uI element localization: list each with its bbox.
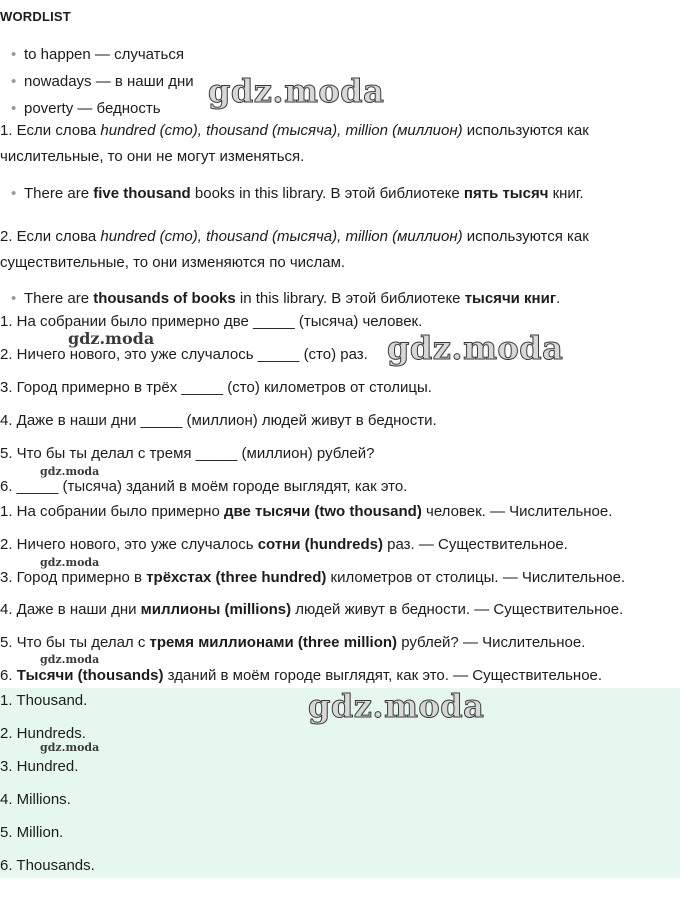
solution-item xyxy=(0,633,585,653)
task-item: 6. _____ (тысяча) зданий в моём городе выглядят, как это. xyxy=(0,478,408,495)
answer-item: 1. Thousand. xyxy=(0,692,88,709)
example-bold: пять тысяч xyxy=(463,185,549,202)
answer-item: 2. Hundreds. xyxy=(0,725,86,742)
solution-bold: Тысячи (thousands) xyxy=(16,667,164,684)
answer-item: 3. Hundred. xyxy=(0,758,79,775)
example-1 xyxy=(0,184,584,204)
answer-item: 5. Million. xyxy=(0,824,64,841)
answer-item: 6. Thousands. xyxy=(0,857,95,874)
rule-2-line2: существительные, то они изменяются по числам. xyxy=(0,254,346,271)
wordlist-item: • to happen — случаться xyxy=(0,45,184,65)
solution-bold: миллионы (millions) xyxy=(140,601,292,618)
solution-text: 5. Что бы ты делал с xyxy=(0,634,150,651)
example-bold: five thousand xyxy=(93,185,191,202)
rule-1 xyxy=(0,121,589,141)
rule-2-rest: используются как xyxy=(462,228,589,245)
solution-text: раз. — Существительное. xyxy=(382,536,568,553)
wordlist-item: • nowadays — в наши дни xyxy=(0,72,194,92)
solution-item xyxy=(0,568,625,588)
task-item: 1. На собрании было примерно две _____ (тысяча) человек. xyxy=(0,313,423,330)
solution-text: 1. На собрании было примерно xyxy=(0,503,224,520)
rule-1-number: 1. Если слова xyxy=(0,122,101,139)
task-item: 5. Что бы ты делал с тремя _____ (миллион) рублей? xyxy=(0,445,375,462)
task-item: 2. Ничего нового, это уже случалось _____ (сто) раз. xyxy=(0,346,368,363)
solution-text: километров от столицы. — Числительное. xyxy=(326,569,626,586)
watermark-logo: gdz.moda xyxy=(40,741,100,754)
example-text: There are xyxy=(24,185,94,202)
solution-item xyxy=(0,535,568,555)
solution-text: зданий в моём городе выглядят, как это. — Существительное. xyxy=(163,667,603,684)
rule-2 xyxy=(0,227,589,247)
example-text: books in this library. В этой библиотеке xyxy=(190,185,464,202)
solution-item xyxy=(0,502,612,522)
rule-1-words: hundred (сто), thousand (тысяча), million (миллион) xyxy=(100,122,463,139)
watermark-logo: gdz.moda xyxy=(40,556,100,569)
solution-bold: две тысячи (two thousand) xyxy=(223,503,422,520)
example-text: There are xyxy=(24,290,94,307)
solution-text: 4. Даже в наши дни xyxy=(0,601,141,618)
solution-text: 3. Город примерно в xyxy=(0,569,147,586)
task-item: 3. Город примерно в трёх _____ (сто) километров от столицы. xyxy=(0,379,432,396)
example-2 xyxy=(0,289,560,309)
watermark-logo: gdz.moda xyxy=(387,329,564,367)
example-bold: тысячи книг xyxy=(464,290,557,307)
example-text: книг. xyxy=(548,185,584,202)
solution-item xyxy=(0,666,602,686)
solution-text: 2. Ничего нового, это уже случалось xyxy=(0,536,258,553)
solution-text: рублей? — Числительное. xyxy=(397,634,586,651)
rule-2-words: hundred (сто), thousand (тысяча), million (миллион) xyxy=(100,228,463,245)
solution-bold: трёхстах (three hundred) xyxy=(146,569,327,586)
solution-bold: тремя миллионами (three million) xyxy=(149,634,398,651)
watermark-logo: gdz.moda xyxy=(68,329,155,348)
answers-panel xyxy=(0,688,680,878)
solution-text: 6. xyxy=(0,667,17,684)
watermark-logo: gdz.moda xyxy=(208,72,385,110)
rule-2-number: 2. Если слова xyxy=(0,228,101,245)
solution-text: человек. — Числительное. xyxy=(421,503,613,520)
rule-1-rest: используются как xyxy=(462,122,589,139)
answer-item: 4. Millions. xyxy=(0,791,71,808)
solution-text: людей живут в бедности. — Существительное. xyxy=(291,601,624,618)
wordlist-item: • poverty — бедность xyxy=(0,99,161,119)
example-bold: thousands of books xyxy=(93,290,236,307)
page-title: WORDLIST xyxy=(0,9,71,24)
watermark-logo: gdz.moda xyxy=(40,653,100,666)
watermark-logo: gdz.moda xyxy=(40,465,100,478)
solution-item xyxy=(0,600,623,620)
example-text: in this library. В этой библиотеке xyxy=(235,290,465,307)
rule-1-line2: числительные, то они не могут изменяться. xyxy=(0,148,305,165)
solution-bold: сотни (hundreds) xyxy=(257,536,383,553)
example-text: . xyxy=(556,290,561,307)
task-item: 4. Даже в наши дни _____ (миллион) людей живут в бедности. xyxy=(0,412,437,429)
watermark-logo: gdz.moda xyxy=(308,687,485,725)
